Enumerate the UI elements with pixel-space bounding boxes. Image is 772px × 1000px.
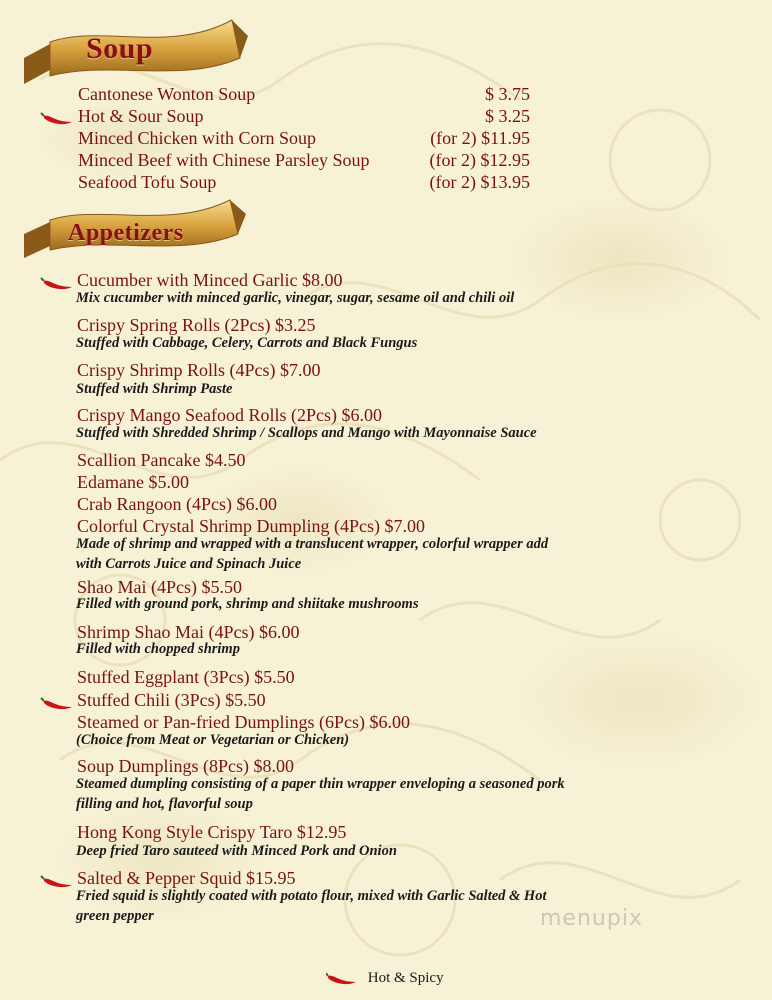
appetizer-item-description: Filled with chopped shrimp xyxy=(76,641,240,657)
appetizer-item-description: with Carrots Juice and Spinach Juice xyxy=(76,556,302,572)
appetizer-item-name: Salted & Pepper Squid $15.95 xyxy=(77,868,296,888)
soup-item-name: Minced Chicken with Corn Soup xyxy=(78,128,316,148)
appetizer-item-name: Colorful Crystal Shrimp Dumpling (4Pcs) $7.00 xyxy=(77,516,425,536)
appetizer-item-name: Crispy Shrimp Rolls (4Pcs) $7.00 xyxy=(77,360,321,380)
soup-item-name: Seafood Tofu Soup xyxy=(78,172,217,192)
appetizer-item-name: Stuffed Eggplant (3Pcs) $5.50 xyxy=(77,667,295,687)
appetizer-item-description: green pepper xyxy=(76,908,154,924)
appetizer-item-name: Scallion Pancake $4.50 xyxy=(77,450,246,470)
appetizer-item-description: Mix cucumber with minced garlic, vinegar, sugar, sesame oil and chili oil xyxy=(76,290,515,306)
soup-banner xyxy=(20,14,250,94)
soup-item-price: (for 2) $13.95 xyxy=(429,172,530,192)
appetizer-item-name: Soup Dumplings (8Pcs) $8.00 xyxy=(77,756,295,776)
appetizer-item-name: Crab Rangoon (4Pcs) $6.00 xyxy=(77,494,277,514)
appetizer-item-name: Crispy Mango Seafood Rolls (2Pcs) $6.00 xyxy=(77,405,382,425)
legend-label: Hot & Spicy xyxy=(367,970,444,986)
appetizer-item-name: Crispy Spring Rolls (2Pcs) $3.25 xyxy=(77,315,316,335)
soup-item-price: (for 2) $12.95 xyxy=(429,150,530,170)
appetizer-item-description: Made of shrimp and wrapped with a translucent wrapper, colorful wrapper add xyxy=(76,536,549,552)
chili-pepper-icon xyxy=(40,697,74,711)
soup-item-price: $ 3.75 xyxy=(485,84,530,104)
appetizer-item-description: Fried squid is slightly coated with potato flour, mixed with Garlic Salted & Hot xyxy=(76,888,547,904)
soup-item-name: Minced Beef with Chinese Parsley Soup xyxy=(78,150,370,170)
appetizer-item-description: Stuffed with Cabbage, Celery, Carrots and Black Fungus xyxy=(76,335,418,351)
appetizers-title: Appetizers xyxy=(68,220,184,246)
chili-pepper-icon xyxy=(40,277,74,291)
watermark-logo: menupix xyxy=(540,906,643,931)
appetizer-item-name: Stuffed Chili (3Pcs) $5.50 xyxy=(77,690,266,710)
appetizer-item-name: Edamane $5.00 xyxy=(77,472,189,492)
chili-pepper-icon xyxy=(40,875,74,889)
appetizer-item-description: Steamed dumpling consisting of a paper thin wrapper enveloping a seasoned pork xyxy=(76,776,565,792)
appetizer-item-name: Steamed or Pan-fried Dumplings (6Pcs) $6.00 xyxy=(77,712,410,732)
soup-item-price: (for 2) $11.95 xyxy=(430,128,530,148)
appetizer-item-description: Filled with ground pork, shrimp and shiitake mushrooms xyxy=(76,596,419,612)
appetizer-item-description: Stuffed with Shrimp Paste xyxy=(76,381,233,397)
legend xyxy=(326,970,444,987)
chili-pepper-icon xyxy=(326,972,360,986)
appetizer-item-description: Deep fried Taro sauteed with Minced Pork and Onion xyxy=(76,843,397,859)
appetizer-item-description: filling and hot, flavorful soup xyxy=(76,796,253,812)
appetizer-item-description: (Choice from Meat or Vegetarian or Chicken) xyxy=(76,732,350,748)
appetizers-banner xyxy=(20,196,250,266)
soup-item-name: Cantonese Wonton Soup xyxy=(78,84,256,104)
soup-title: Soup xyxy=(86,32,154,65)
chili-pepper-icon xyxy=(40,112,74,126)
appetizer-item-name: Cucumber with Minced Garlic $8.00 xyxy=(77,270,343,290)
appetizer-item-name: Shao Mai (4Pcs) $5.50 xyxy=(77,577,242,597)
appetizer-item-description: Stuffed with Shredded Shrimp / Scallops and Mango with Mayonnaise Sauce xyxy=(76,425,537,441)
soup-item-price: $ 3.25 xyxy=(485,106,530,126)
soup-item-name: Hot & Sour Soup xyxy=(78,106,204,126)
appetizer-item-name: Hong Kong Style Crispy Taro $12.95 xyxy=(77,822,347,842)
appetizer-item-name: Shrimp Shao Mai (4Pcs) $6.00 xyxy=(77,622,300,642)
